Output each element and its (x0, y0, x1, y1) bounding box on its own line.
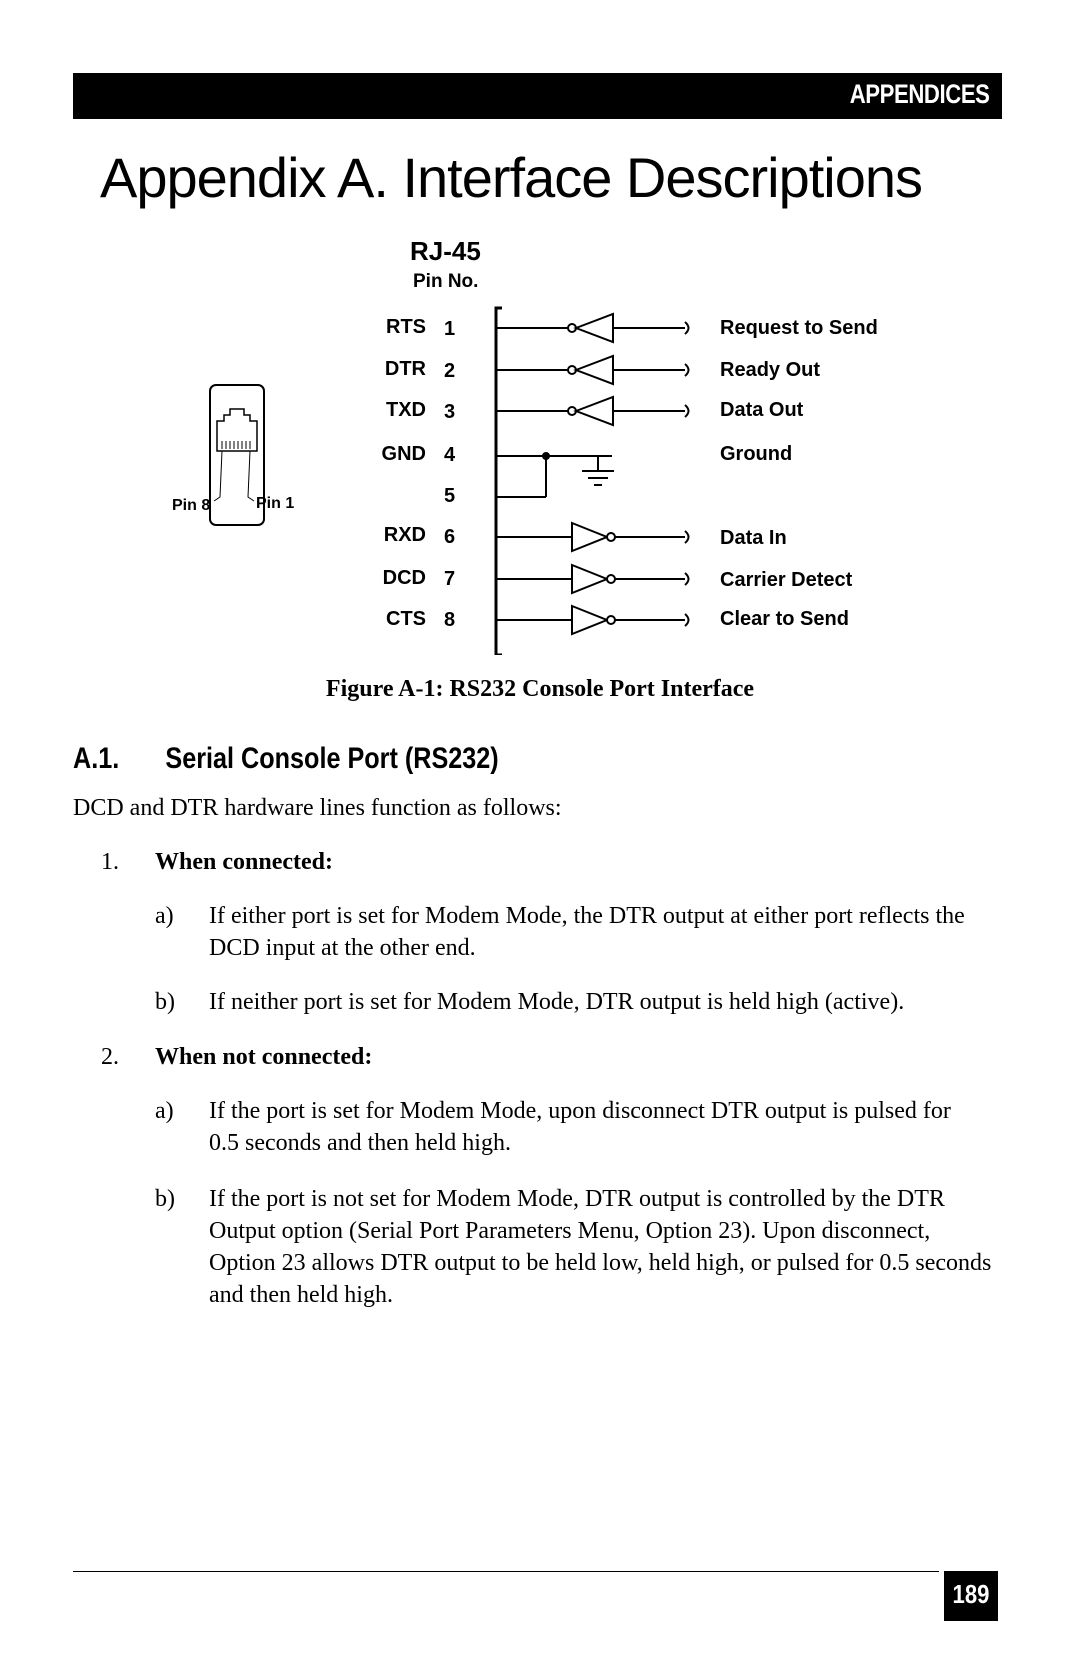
pin-signal: GND (381, 443, 426, 465)
pin1-label: Pin 1 (256, 495, 295, 512)
signal-description: Request to Send (720, 317, 878, 339)
rs232-diagram (0, 235, 1080, 655)
pin-number: 7 (444, 568, 456, 590)
pin-number: 1 (444, 318, 456, 340)
sub-item-marker: b) (155, 989, 175, 1015)
page-number-box (944, 1571, 998, 1621)
pin-signal: CTS (386, 608, 426, 630)
input-receiver-icon (496, 565, 689, 593)
header-bar (73, 73, 1002, 119)
diagram-svg (0, 235, 1080, 655)
pin-labels (382, 316, 427, 630)
pin8-label: Pin 8 (172, 497, 211, 514)
sub-item-marker: b) (155, 1186, 175, 1212)
connector-bracket (496, 308, 502, 655)
pin-number: 6 (444, 526, 456, 548)
output-drivers (496, 314, 689, 425)
page-title: Appendix A. Interface Descriptions (100, 146, 923, 209)
ground-icon (496, 453, 614, 497)
section-number: A.1. (73, 742, 120, 775)
signal-description: Clear to Send (720, 608, 849, 630)
list-item-title: When not connected: (155, 1044, 373, 1070)
pin-no-label: Pin No. (413, 271, 479, 292)
signal-description: Carrier Detect (720, 569, 853, 591)
pin-number: 8 (444, 609, 456, 631)
intro-text: DCD and DTR hardware lines function as follows: (73, 795, 562, 821)
output-driver-icon (496, 314, 689, 342)
sub-item-text: If neither port is set for Modem Mode, DTR output is held high (active). (209, 989, 905, 1015)
output-driver-icon (496, 397, 689, 425)
signal-description: Data In (720, 527, 787, 549)
list-item-marker: 1. (101, 849, 119, 875)
footer-rule (73, 1571, 939, 1572)
signal-description: Data Out (720, 399, 804, 421)
section-heading (73, 742, 499, 776)
sub-item-marker: a) (155, 903, 174, 929)
section-label: APPENDICES (850, 79, 990, 109)
list-item-title: When connected: (155, 849, 333, 875)
pin-number: 4 (444, 444, 456, 466)
pin-number: 5 (444, 485, 456, 507)
page-number: 189 (952, 1579, 990, 1609)
pin-signal: RTS (386, 316, 426, 338)
pin-signal: DTR (384, 358, 426, 380)
sub-item-text: If the port is not set for Modem Mode, DTR output is controlled by the DTR Output option (Serial Port Parameters Menu, Option 23). Upon disconnect, Option 23 allows DTR output to be held low, held high, or pulsed for 0.5 seconds and then held high. (209, 1186, 992, 1308)
signal-description: Ground (720, 443, 793, 465)
pin-signal: DCD (382, 567, 426, 589)
sub-item-text: If the port is set for Modem Mode, upon disconnect DTR output is pulsed for 0.5 seconds and then held high. (209, 1098, 951, 1156)
pin-numbers (444, 318, 456, 631)
section-title: Serial Console Port (RS232) (165, 742, 499, 775)
output-driver-icon (496, 356, 689, 384)
sub-item-text: If either port is set for Modem Mode, the DTR output at either port reflects the DCD input at the other end. (209, 903, 965, 961)
input-receiver-icon (496, 523, 689, 551)
list-item-marker: 2. (101, 1044, 119, 1070)
pin-signal: RXD (383, 524, 426, 546)
sub-item-marker: a) (155, 1098, 174, 1124)
signal-descriptions (720, 317, 878, 630)
input-receiver-icon (496, 606, 689, 634)
pin-number: 3 (444, 401, 456, 423)
connector-title: RJ-45 (410, 236, 481, 266)
pin-number: 2 (444, 360, 456, 382)
pin-signal: TXD (386, 399, 426, 421)
input-receivers (496, 523, 689, 634)
figure-caption: Figure A-1: RS232 Console Port Interface (325, 676, 755, 702)
signal-description: Ready Out (720, 359, 821, 381)
